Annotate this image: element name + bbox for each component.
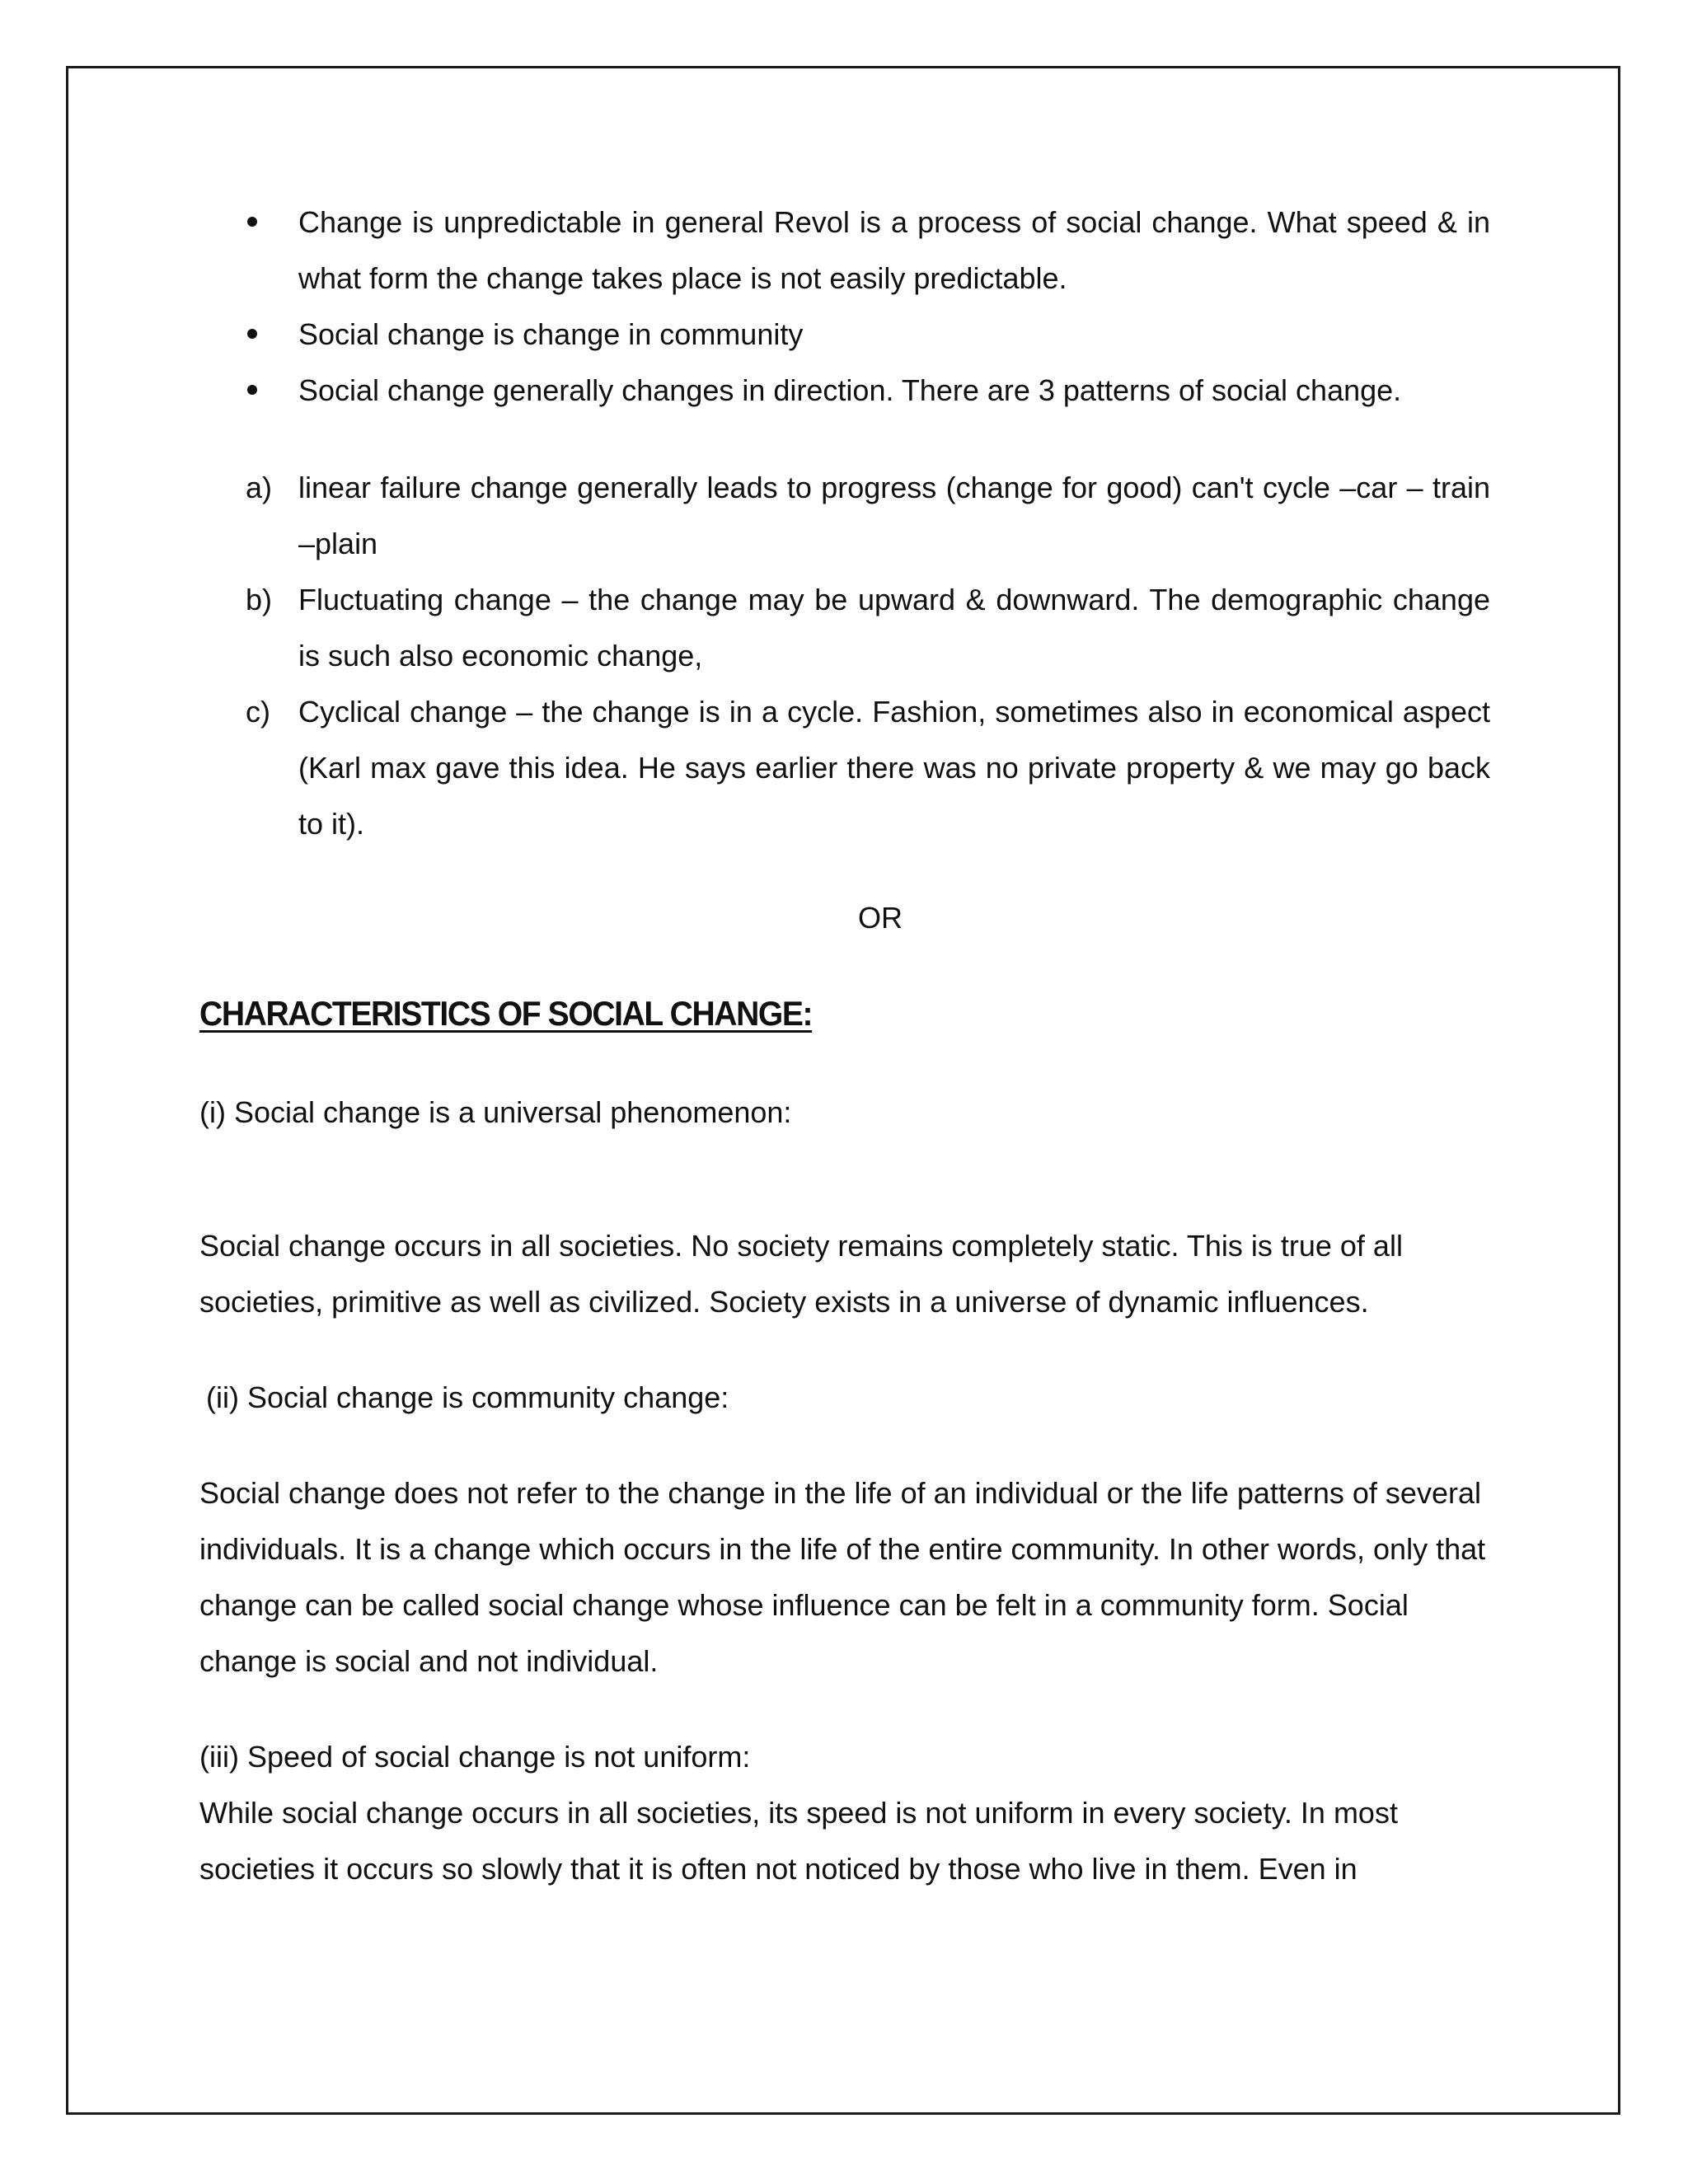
bullet-text: Social change is change in community (298, 317, 804, 351)
pattern-text: linear failure change generally leads to progress (change for good) can't cycle –car – train –plain (298, 471, 1490, 560)
pattern-item (199, 684, 1490, 852)
pattern-marker: b) (246, 583, 273, 616)
pattern-item (199, 572, 1490, 684)
bullet-text: Social change generally changes in direction. There are 3 patterns of social change. (298, 373, 1402, 407)
paragraph: Social change does not refer to the change in the life of an individual or the life patterns of several individuals. It is a change which occurs in the life of the entire community. In other words, only that change can be called social change whose influence can be felt in a community form. Social change is social and not individual. (199, 1476, 1486, 1678)
bullet-text: Change is unpredictable in general Revol is a process of social change. What speed & in what form the change takes place is not easily predictable. (298, 205, 1490, 295)
paragraph: While social change occurs in all societies, its speed is not uniform in every society. In most societies it occurs so slowly that it is often not noticed by those who live in them. Even in (199, 1796, 1398, 1886)
or-separator: OR (858, 901, 903, 935)
subsection-title: (i) Social change is a universal phenomenon: (199, 1095, 792, 1129)
bullet-icon (247, 329, 257, 339)
pattern-marker: a) (246, 471, 273, 504)
bullet-item (199, 363, 1490, 419)
patterns-list (199, 460, 1490, 852)
pattern-marker: c) (246, 695, 270, 729)
section-heading: CHARACTERISTICS OF SOCIAL CHANGE: (199, 994, 813, 1033)
bullet-item (199, 194, 1490, 307)
bullet-item (199, 307, 1490, 363)
bullet-list (199, 194, 1490, 419)
bullet-icon (247, 217, 257, 227)
pattern-text: Fluctuating change – the change may be upward & downward. The demographic change is such also economic change, (298, 583, 1490, 673)
bullet-icon (247, 385, 257, 395)
pattern-text: Cyclical change – the change is in a cycle. Fashion, sometimes also in economical aspect (Karl max gave this idea. He says earlier there was no private property & we may go back to it). (298, 695, 1490, 841)
subsection-title: (ii) Social change is community change: (206, 1380, 729, 1414)
subsection-title: (iii) Speed of social change is not uniform: (199, 1740, 751, 1774)
document-body (199, 194, 1490, 1897)
pattern-item (199, 460, 1490, 572)
paragraph: Social change occurs in all societies. No society remains completely static. This is true of all societies, primitive as well as civilized. Society exists in a universe of dynamic influences. (199, 1229, 1403, 1319)
